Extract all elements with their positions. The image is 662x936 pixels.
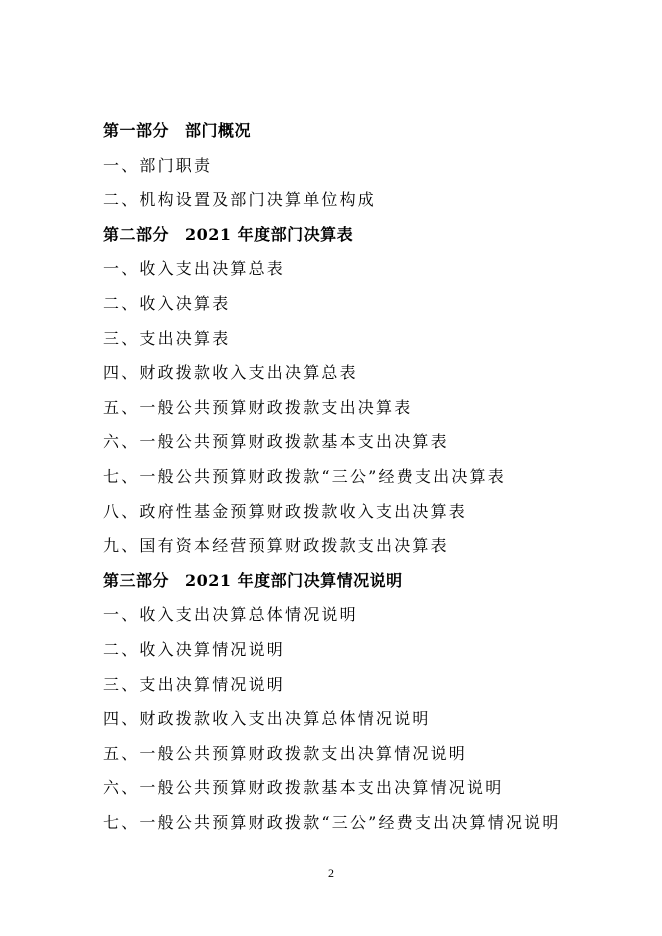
page-number: 2	[328, 866, 334, 880]
section-subtitle: 2021 年度部门决算情况说明	[185, 570, 403, 590]
toc-item: 六、一般公共预算财政拨款基本支出决算表	[103, 432, 449, 452]
toc-item: 二、收入决算表	[103, 293, 231, 313]
section-subtitle: 2021 年度部门决算表	[185, 224, 354, 244]
toc-item: 五、一般公共预算财政拨款支出决算表	[103, 397, 413, 417]
toc-item: 八、政府性基金预算财政拨款收入支出决算表	[103, 501, 468, 521]
toc-item: 一、部门职责	[103, 155, 213, 175]
toc-item: 二、收入决算情况说明	[103, 639, 286, 659]
section-title: 第一部分	[103, 121, 170, 140]
toc-item: 二、机构设置及部门决算单位构成	[103, 190, 377, 210]
section-title: 第二部分	[103, 224, 170, 244]
toc-item: 四、财政拨款收入支出决算总体情况说明	[103, 709, 431, 729]
toc-item: 七、一般公共预算财政拨款“三公”经费支出决算情况说明	[103, 812, 561, 832]
section-subtitle: 部门概况	[185, 121, 252, 140]
toc-item: 七、一般公共预算财政拨款“三公”经费支出决算表	[103, 466, 506, 486]
toc-item: 三、支出决算表	[103, 328, 231, 348]
table-of-contents	[103, 114, 643, 840]
toc-item: 四、财政拨款收入支出决算总表	[103, 363, 358, 383]
section-heading	[103, 218, 643, 253]
section-heading	[103, 564, 643, 599]
section-heading	[103, 114, 643, 149]
toc-item: 一、收入支出决算总体情况说明	[103, 605, 358, 625]
toc-item: 一、收入支出决算总表	[103, 259, 286, 279]
toc-item: 三、支出决算情况说明	[103, 674, 286, 694]
toc-item: 六、一般公共预算财政拨款基本支出决算情况说明	[103, 778, 504, 798]
toc-item: 九、国有资本经营预算财政拨款支出决算表	[103, 536, 449, 556]
toc-item: 五、一般公共预算财政拨款支出决算情况说明	[103, 743, 468, 763]
section-title: 第三部分	[103, 570, 170, 590]
